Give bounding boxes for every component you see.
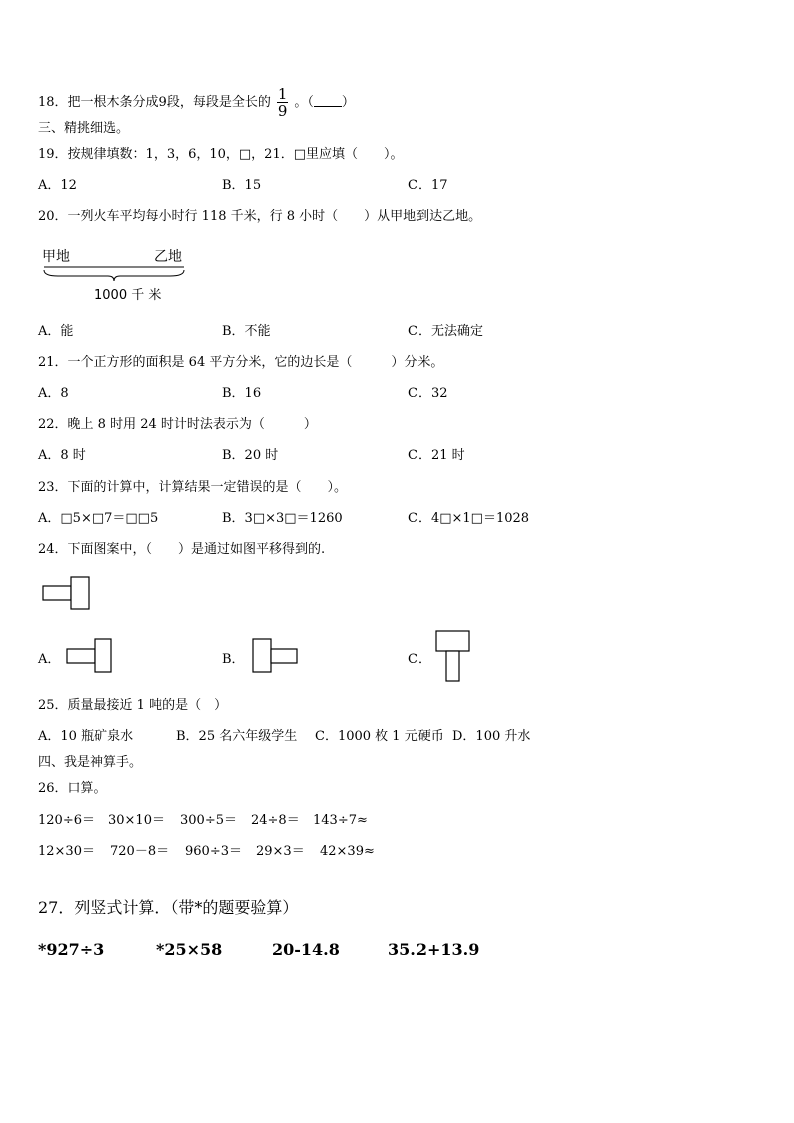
calc-item: 12×30＝ [38, 844, 95, 859]
fraction [277, 87, 289, 118]
q19-option-c[interactable]: C．17 [408, 178, 448, 193]
q22-option-a[interactable]: A．8 时 [38, 448, 86, 463]
question-20: 20．一列火车平均每小时行 118 千米，行 8 小时（ ）从甲地到达乙地。 [38, 209, 482, 224]
vertical-calc-item: 20-14.8 [272, 940, 340, 959]
calc-item: 960÷3＝ [185, 844, 242, 859]
fraction-numerator: 1 [277, 85, 288, 103]
q23-option-a[interactable]: A．□5×□7＝□□5 [38, 511, 159, 526]
vertical-calc-item: *927÷3 [38, 940, 105, 959]
q19-option-a[interactable]: A．12 [38, 178, 77, 193]
question-23: 23．下面的计算中，计算结果一定错误的是（ ）。 [38, 480, 348, 495]
q25-option-d[interactable]: D．100 升水 [452, 729, 531, 744]
vertical-calc-item: 35.2+13.9 [388, 940, 480, 959]
q25-option-b[interactable]: B．25 名六年级学生 [176, 729, 298, 744]
vertical-calc-item: *25×58 [156, 940, 223, 959]
reference-shape [42, 576, 94, 612]
q23-option-c[interactable]: C．4□×1□＝1028 [408, 511, 530, 526]
q20-option-a[interactable]: A．能 [38, 324, 74, 339]
q24-option-b-shape[interactable] [252, 638, 302, 674]
q21-option-b[interactable]: B．16 [222, 386, 262, 401]
q21-option-c[interactable]: C．32 [408, 386, 448, 401]
question-18 [38, 87, 355, 118]
calc-item: 24÷8＝ [251, 813, 300, 828]
q20-option-c[interactable]: C．无法确定 [408, 324, 483, 339]
calc-item: 143÷7≈ [313, 813, 368, 828]
question-27: 27．列竖式计算．（带*的题要验算） [38, 898, 299, 917]
question-24: 24．下面图案中，（ ）是通过如图平移得到的. [38, 542, 326, 557]
calc-item: 30×10＝ [108, 813, 165, 828]
distance-diagram [38, 244, 198, 306]
calc-item: 120÷6＝ [38, 813, 95, 828]
q22-option-b[interactable]: B．20 时 [222, 448, 279, 463]
q20-option-b[interactable]: B．不能 [222, 324, 271, 339]
q24-option-b[interactable]: B． [222, 652, 245, 667]
section-3-title: 三、精挑细选。 [38, 121, 130, 136]
question-19: 19．按规律填数：1，3，6，10，□，21．□里应填（ ）。 [38, 147, 404, 162]
q25-option-a[interactable]: A．10 瓶矿泉水 [38, 729, 134, 744]
diagram-distance-label: 1000 千 米 [94, 288, 162, 303]
fraction-denominator: 9 [277, 102, 288, 120]
q21-option-a[interactable]: A．8 [38, 386, 69, 401]
section-4-title: 四、我是神算手。 [38, 755, 143, 770]
calc-item: 300÷5＝ [180, 813, 237, 828]
calc-item: 720－8＝ [110, 844, 170, 859]
calc-item: 42×39≈ [320, 844, 375, 859]
question-25: 25．质量最接近 1 吨的是（ ） [38, 698, 228, 713]
question-21: 21．一个正方形的面积是 64 平方分米，它的边长是（ ）分米。 [38, 355, 444, 370]
question-26: 26．口算。 [38, 781, 107, 796]
question-18-text: 18．把一根木条分成9段，每段是全长的 [38, 95, 271, 110]
q24-option-c-shape[interactable] [434, 630, 474, 684]
calc-item: 29×3＝ [256, 844, 305, 859]
q24-option-a-shape[interactable] [66, 638, 116, 674]
q24-option-c[interactable]: C． [408, 652, 431, 667]
diagram-brace [44, 270, 184, 281]
q19-option-b[interactable]: B．15 [222, 178, 262, 193]
q25-option-c[interactable]: C．1000 枚 1 元硬币 [315, 729, 444, 744]
question-18-suffix: 。（ [294, 95, 314, 110]
question-18-close: ） [341, 95, 355, 110]
q22-option-c[interactable]: C．21 时 [408, 448, 465, 463]
q24-option-a[interactable]: A． [38, 652, 61, 667]
diagram-right-label: 乙地 [154, 249, 182, 265]
diagram-left-label: 甲地 [42, 249, 70, 265]
answer-blank[interactable] [314, 94, 342, 107]
q23-option-b[interactable]: B．3□×3□＝1260 [222, 511, 343, 526]
question-22: 22．晚上 8 时用 24 时计时法表示为（ ） [38, 417, 317, 432]
